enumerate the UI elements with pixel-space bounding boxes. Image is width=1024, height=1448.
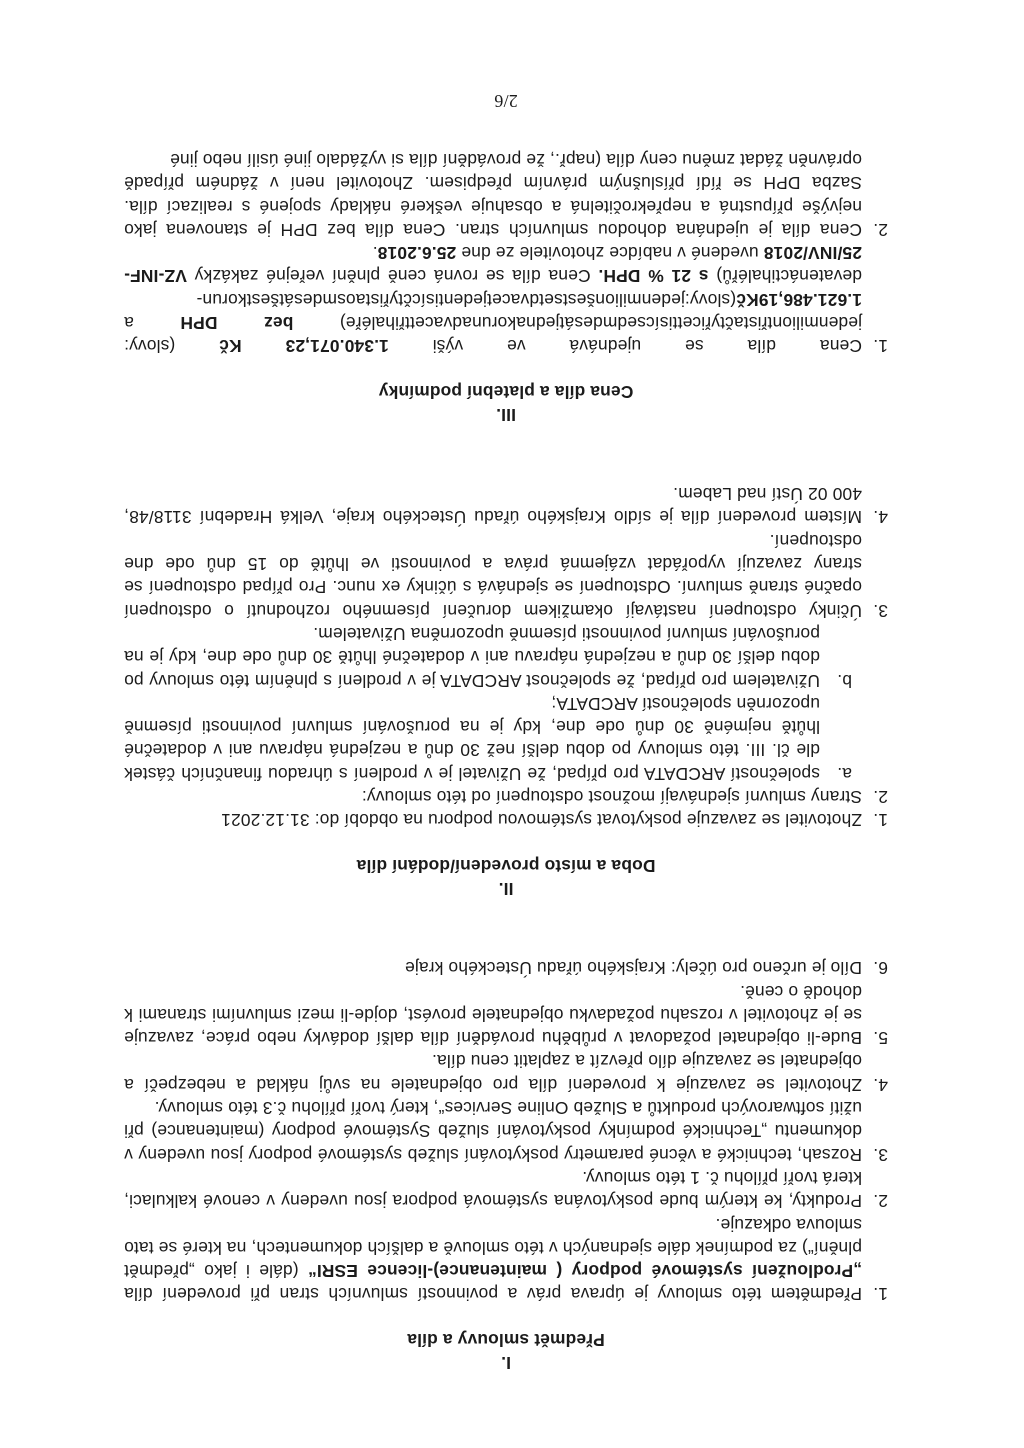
item-text: Bude-li objednatel požadovat v průběhu provádění díla další dodávky nebo práce, zavazuje se je zhotovitel v rozsahu požadavku objednatele provést, dojde-li mezi smluvními stranami k dohodě o ceně. xyxy=(124,981,862,1049)
section-title: Doba a místo provedení/dodání díla xyxy=(356,855,656,876)
item-text: (dále i jako „předmět plnění“) za podmínek dále sjednaných v této smlouvě a dalších dokumentech, na které se tato smlouva odkazuje. xyxy=(123,1214,862,1282)
item-number: 6. xyxy=(873,958,888,979)
item-text: Účinky odstoupení nastávají okamžikem doručení písemného rozhodnutí o odstoupení opačné straně smluvní. Odstoupení se sjednává s účinky ex nunc. Pro případ odstoupení se strany zavazují vypořádat vzájemná práva a povinnosti ve lhůtě do 15 dnů ode dne odstoupení. xyxy=(124,530,862,621)
list-item xyxy=(124,482,888,529)
item-number: 2. xyxy=(873,787,888,808)
item-text: . xyxy=(372,243,378,264)
list-item xyxy=(124,979,888,1049)
vat-label: bez DPH xyxy=(180,313,294,334)
item-text: Produkty, ke kterým bude poskytována systémová podpora jsou uvedeny v cenové kalkulaci, která tvoří přílohu č. 1 této smlouvy. xyxy=(124,1167,862,1212)
sub-list xyxy=(124,622,862,785)
vat-rate: s 21 % DPH. xyxy=(598,266,709,287)
item-text: Předmětem této smlouvy je úprava práv a povinností smluvních stran při provedení díla xyxy=(124,1284,862,1305)
item-number: 2. xyxy=(873,1191,888,1212)
item-text: uvedené v nabídce zhotovitele ze dne xyxy=(456,243,764,264)
item-text: (slovy: jedenmiliontřistačtyřicettisícsedmdesátjednakorunadvacettřihaléře) xyxy=(124,313,862,357)
item-number: 1. xyxy=(873,810,888,831)
sub-list-item xyxy=(124,692,862,785)
list-item xyxy=(124,529,888,622)
tender-id: VZ-INF-25/INV/2018 xyxy=(124,243,862,287)
subject-title: „Prodloužení systémové podpory ( maintenance)-licence ESRI“ xyxy=(307,1261,862,1282)
section-title: Cena díla a platební podmínky xyxy=(378,381,634,402)
section-items xyxy=(124,956,888,1305)
list-item xyxy=(124,1166,888,1213)
item-text: a xyxy=(124,313,181,334)
item-text: Strany smluvní sjednávají možnost odstoupení od této smlouvy: xyxy=(361,787,862,808)
item-text: Zhotovitel se zavazuje poskytovat systémovou podporu na období do: 31.12.2021 xyxy=(221,810,862,831)
item-text: Cena díla se rovná ceně plnění veřejné zakázky xyxy=(186,266,599,287)
item-text: Rozsah, technické a věcné parametry poskytování služeb systémové podpory jsou uvedeny v dokumentu „Technické podmínky poskytování služeb Systémové podpory (maintenance) při užití softwarových produktů a Služeb Online Services“, který tvoří přílohu č.3 této smlouvy. xyxy=(124,1098,862,1165)
item-text: společností ARCDATA pro případ, že Uživatel je v prodlení s úhradou finančních částek dle čl. III. této smlouvy po dobu delší než 30 dnů a nezjedná nápravu ani v dodatečné lhůtě nejméně 30 dnů ode dne, kdy je na porušování smluvní povinnosti písemně upozorněn společností ARCDATA; xyxy=(124,693,820,784)
section-number: III. xyxy=(496,404,516,425)
price-with-vat: 1.621.486,19Kč xyxy=(736,289,862,310)
item-number: 3. xyxy=(873,1144,888,1165)
item-text: Uživatelem pro případ, že společnost ARCDATA je v prodlení s plněním této smlouvy po dobu delší 30 dnů a nezjedná nápravu ani v dodatečné lhůtě 30 dnů ode dne, kdy je na porušování smluvní povinnosti písemně upozorněna Uživatelem. xyxy=(124,623,820,691)
list-item xyxy=(124,956,888,979)
item-text: Zhotovitel se zavazuje k provedení díla pro objednatele na svůj náklad a nebezpečí a objednatel se zavazuje dílo převzít a zaplatit cenu díla. xyxy=(124,1051,862,1095)
list-item xyxy=(124,148,888,241)
item-number: 2. xyxy=(873,219,888,240)
item-number: 4. xyxy=(873,1074,888,1095)
section-items xyxy=(124,482,888,831)
list-item xyxy=(124,1212,888,1305)
list-item xyxy=(124,808,888,831)
section-title: Předmět smlouvy a díla xyxy=(407,1329,605,1350)
sub-list-item xyxy=(124,622,862,692)
item-text: Místem provedení díla je sídlo Krajského úřadu Ústeckého kraje, Velká Hradební 3118/48, 400 02 Ústí nad Labem. xyxy=(124,484,862,528)
sub-item-letter: b. xyxy=(837,670,852,691)
item-text: Cena díla je ujednána dohodou smluvních stran. Cena díla bez DPH je stanovena jako nejvýše přípustná a nepřekročitelná a obsahuje veškeré náklady spojené s realizací díla. Sazba DPH se řídí příslušným právním předpisem. Zhotovitel není v žádném případě oprávněn žádat změnu ceny díla (např., že provádění díla si vyžádalo jiné úsilí nebo jiné xyxy=(124,149,862,240)
offer-date: 25.6.2018 xyxy=(377,243,457,264)
item-number: 5. xyxy=(873,1028,888,1049)
list-item xyxy=(124,241,888,357)
item-number: 1. xyxy=(873,336,888,357)
list-item xyxy=(124,1096,888,1166)
section-number: II. xyxy=(498,878,514,899)
price-without-vat: 1.340.071,23 Kč xyxy=(219,336,389,357)
item-number: 3. xyxy=(873,600,888,621)
item-text: Dílo je určeno pro účely: Krajského úřadu Ústeckého kraje xyxy=(404,958,862,979)
sub-item-letter: a. xyxy=(837,763,852,784)
page-number: 2/6 xyxy=(494,90,518,111)
item-number: 4. xyxy=(873,507,888,528)
item-text: (slovy:jedenmilionšestsetdvacetjedentisícčtyřistaosmdesátšestkorun-devatenáctihaléřů) xyxy=(196,266,862,310)
list-item xyxy=(124,622,888,808)
item-text: Cena díla se ujednává ve výši xyxy=(388,336,862,357)
item-number: 1. xyxy=(873,1284,888,1305)
section-number: I. xyxy=(501,1353,511,1373)
section-items xyxy=(124,148,888,358)
list-item xyxy=(124,1049,888,1096)
